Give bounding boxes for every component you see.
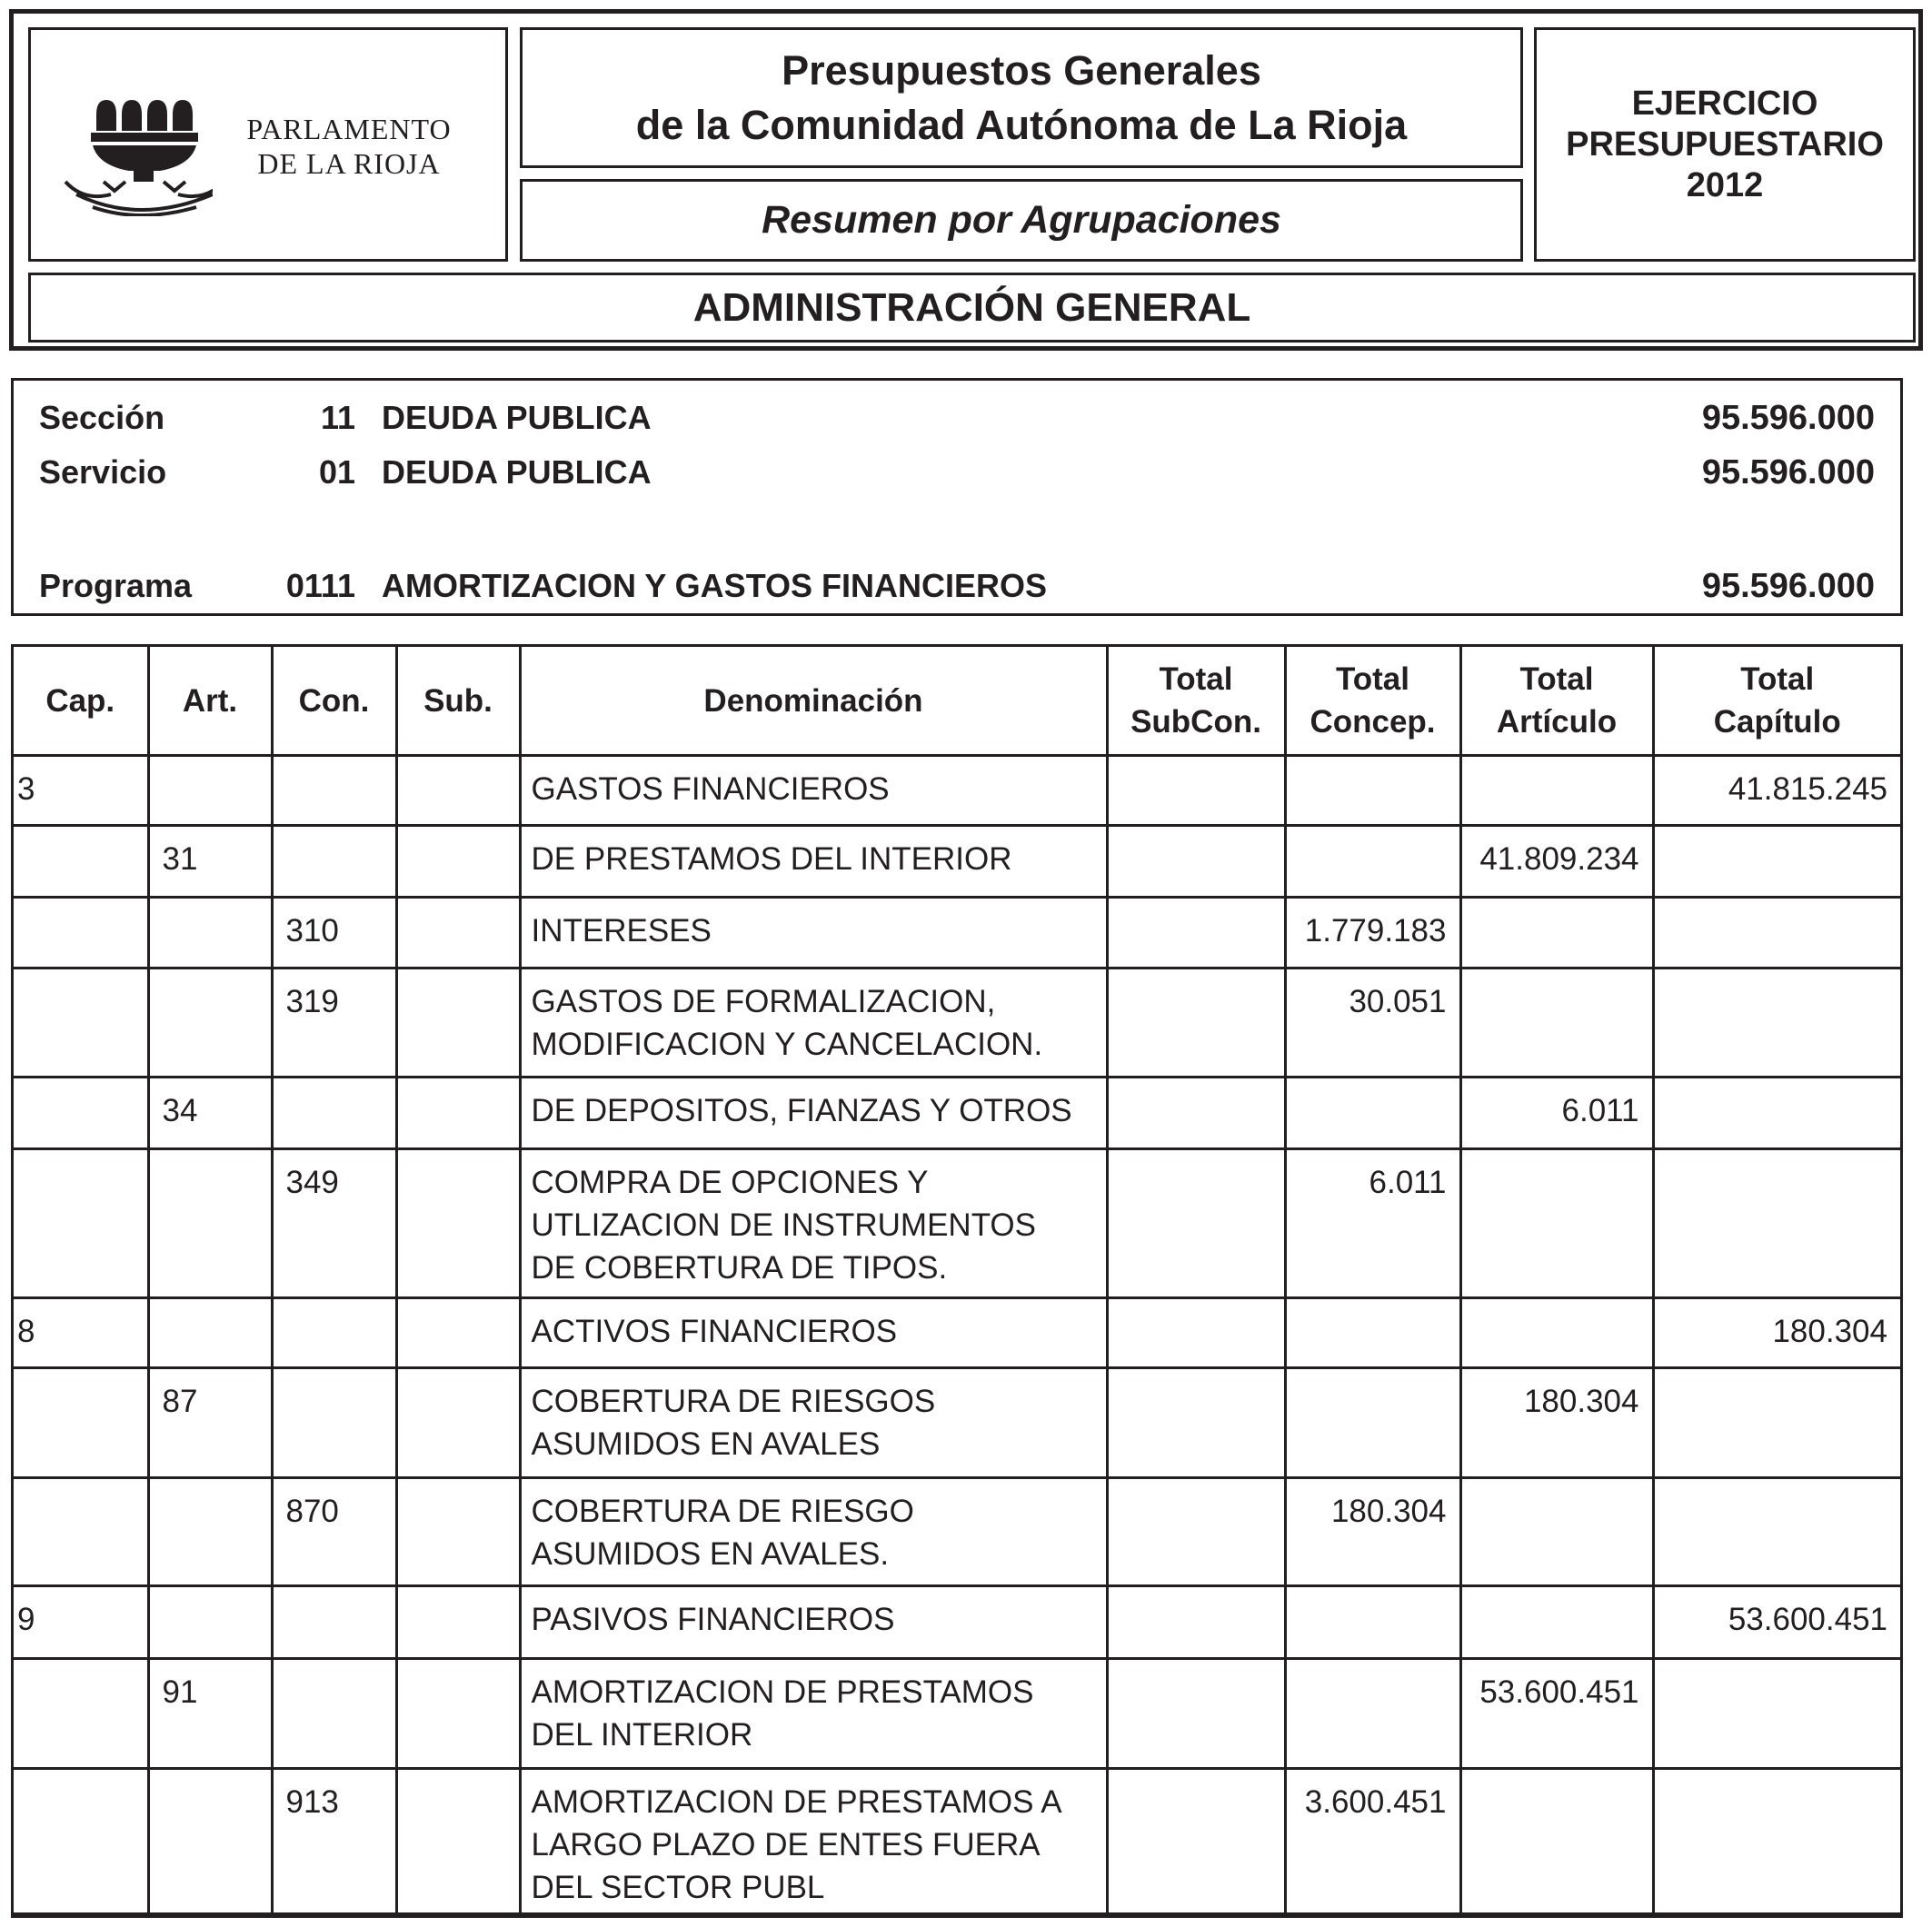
cell-total-concep: [1285, 1078, 1460, 1149]
cell-total-concep: 3.600.451: [1285, 1769, 1460, 1914]
cell-total-articulo: [1460, 1149, 1653, 1298]
cell-cap: [14, 1478, 148, 1586]
cell-cap: [14, 898, 148, 968]
section-info: [11, 378, 1903, 616]
cell-art: 31: [148, 826, 272, 898]
cell-cap: [14, 1368, 148, 1478]
cell-denominacion: AMORTIZACION DE PRESTAMOS DEL INTERIOR: [520, 1659, 1107, 1769]
cell-con: 870: [272, 1478, 396, 1586]
cell-total-articulo: 180.304: [1460, 1368, 1653, 1478]
cell-total-articulo: 6.011: [1460, 1078, 1653, 1149]
header-denominacion: Denominación: [520, 647, 1107, 756]
document-subtitle: Resumen por Agrupaciones: [520, 179, 1523, 262]
cell-cap: 3: [14, 756, 148, 826]
cell-denominacion: PASIVOS FINANCIEROS: [520, 1586, 1107, 1659]
document-header: [9, 9, 1923, 351]
cell-sub: [396, 756, 520, 826]
cell-total-articulo: [1460, 1478, 1653, 1586]
cell-denominacion: COBERTURA DE RIESGO ASUMIDOS EN AVALES.: [520, 1478, 1107, 1586]
header-total-subcon-line1: Total: [1159, 661, 1233, 697]
cell-cap: [14, 1769, 148, 1914]
cell-sub: [396, 826, 520, 898]
cell-art: [148, 1298, 272, 1368]
cell-cap: [14, 1078, 148, 1149]
cell-total-capitulo: 53.600.451: [1653, 1586, 1900, 1659]
cell-total-subcon: [1107, 1659, 1285, 1769]
cell-total-articulo: [1460, 1586, 1653, 1659]
cell-art: 34: [148, 1078, 272, 1149]
cell-con: [272, 1368, 396, 1478]
table-row: [14, 1368, 1900, 1478]
cell-sub: [396, 968, 520, 1078]
servicio-code: 01: [318, 453, 355, 491]
table-row: [14, 1769, 1900, 1914]
table-row: [14, 898, 1900, 968]
cell-denominacion: DE DEPOSITOS, FIANZAS Y OTROS: [520, 1078, 1107, 1149]
cell-denominacion: INTERESES: [520, 898, 1107, 968]
cell-con: [272, 756, 396, 826]
cell-sub: [396, 898, 520, 968]
cell-art: [148, 1149, 272, 1298]
document-title: [520, 27, 1523, 168]
cell-cap: [14, 968, 148, 1078]
cell-sub: [396, 1478, 520, 1586]
header-total-subcon-line2: SubCon.: [1130, 704, 1261, 740]
cell-art: [148, 1769, 272, 1914]
programa-row: [14, 567, 1900, 612]
cell-art: [148, 898, 272, 968]
cell-cap: [14, 1659, 148, 1769]
parliament-name-line2: DE LA RIOJA: [257, 147, 441, 180]
cell-con: [272, 1298, 396, 1368]
servicio-row: [14, 453, 1900, 499]
cell-total-concep: 6.011: [1285, 1149, 1460, 1298]
seccion-code: 11: [320, 399, 355, 436]
header-cap: Cap.: [14, 647, 148, 756]
cell-total-articulo: 53.600.451: [1460, 1659, 1653, 1769]
cell-cap: 8: [14, 1298, 148, 1368]
header-total-capitulo: [1653, 647, 1900, 756]
cell-total-capitulo: [1653, 1478, 1900, 1586]
servicio-label: Servicio: [39, 453, 167, 491]
cell-total-subcon: [1107, 898, 1285, 968]
cell-con: 913: [272, 1769, 396, 1914]
cell-sub: [396, 1298, 520, 1368]
cell-total-concep: [1285, 756, 1460, 826]
cell-total-subcon: [1107, 826, 1285, 898]
parliament-name-line1: PARLAMENTO: [246, 113, 452, 145]
cell-total-articulo: 41.809.234: [1460, 826, 1653, 898]
cell-denominacion: ACTIVOS FINANCIEROS: [520, 1298, 1107, 1368]
budget-table: [14, 647, 1900, 1915]
programa-amount: 95.596.000: [1701, 567, 1875, 605]
cell-total-capitulo: [1653, 898, 1900, 968]
cell-total-articulo: [1460, 1769, 1653, 1914]
year-line1: EJERCICIO: [1631, 84, 1818, 123]
year-line2: PRESUPUESTARIO: [1566, 124, 1884, 164]
cell-con: 349: [272, 1149, 396, 1298]
cell-total-subcon: [1107, 968, 1285, 1078]
cell-con: [272, 1659, 396, 1769]
seccion-name: DEUDA PUBLICA: [382, 399, 652, 436]
cell-denominacion: GASTOS FINANCIEROS: [520, 756, 1107, 826]
cell-total-concep: 1.779.183: [1285, 898, 1460, 968]
cell-art: [148, 1478, 272, 1586]
cell-total-subcon: [1107, 1478, 1285, 1586]
header-con: Con.: [272, 647, 396, 756]
table-row: [14, 1078, 1900, 1149]
cell-con: 310: [272, 898, 396, 968]
cell-total-capitulo: [1653, 1769, 1900, 1914]
cell-total-subcon: [1107, 756, 1285, 826]
cell-total-capitulo: 180.304: [1653, 1298, 1900, 1368]
header-total-subcon: [1107, 647, 1285, 756]
table-row: [14, 1298, 1900, 1368]
header-total-concep-line1: Total: [1335, 661, 1409, 697]
seccion-label: Sección: [39, 399, 165, 436]
cell-denominacion: COMPRA DE OPCIONES Y UTLIZACION DE INSTRUMENTOS DE COBERTURA DE TIPOS.: [520, 1149, 1107, 1298]
header-art: Art.: [148, 647, 272, 756]
parliament-logo-icon: [49, 80, 213, 216]
cell-cap: [14, 826, 148, 898]
programa-label: Programa: [39, 567, 193, 604]
table-row: [14, 826, 1900, 898]
cell-total-capitulo: [1653, 1659, 1900, 1769]
cell-total-concep: [1285, 1298, 1460, 1368]
table-row: [14, 968, 1900, 1078]
header-sub: Sub.: [396, 647, 520, 756]
parliament-name: [231, 112, 467, 181]
cell-sub: [396, 1586, 520, 1659]
cell-con: [272, 1078, 396, 1149]
cell-total-subcon: [1107, 1298, 1285, 1368]
cell-total-concep: [1285, 1368, 1460, 1478]
table-row: [14, 1659, 1900, 1769]
header-total-capitulo-line2: Capítulo: [1713, 704, 1841, 740]
cell-total-subcon: [1107, 1769, 1285, 1914]
table-row: [14, 1586, 1900, 1659]
seccion-amount: 95.596.000: [1701, 399, 1875, 437]
table-row: [14, 1478, 1900, 1586]
cell-sub: [396, 1659, 520, 1769]
servicio-name: DEUDA PUBLICA: [382, 453, 652, 491]
cell-total-capitulo: [1653, 826, 1900, 898]
fiscal-year: 2012: [1686, 165, 1764, 204]
cell-sub: [396, 1368, 520, 1478]
servicio-amount: 95.596.000: [1701, 453, 1875, 492]
cell-total-capitulo: [1653, 1368, 1900, 1478]
cell-total-articulo: [1460, 756, 1653, 826]
cell-sub: [396, 1769, 520, 1914]
cell-cap: 9: [14, 1586, 148, 1659]
programa-name: AMORTIZACION Y GASTOS FINANCIEROS: [382, 567, 1048, 604]
table-row: [14, 756, 1900, 826]
administration-title: ADMINISTRACIÓN GENERAL: [28, 273, 1916, 343]
programa-code: 0111: [285, 567, 355, 604]
cell-total-subcon: [1107, 1149, 1285, 1298]
header-total-articulo: [1460, 647, 1653, 756]
fiscal-year-panel: [1534, 27, 1916, 262]
header-total-articulo-line2: Artículo: [1496, 704, 1618, 740]
cell-total-articulo: [1460, 968, 1653, 1078]
cell-sub: [396, 1078, 520, 1149]
cell-total-subcon: [1107, 1368, 1285, 1478]
cell-total-articulo: [1460, 1298, 1653, 1368]
header-total-capitulo-line1: Total: [1740, 661, 1815, 697]
cell-total-concep: 30.051: [1285, 968, 1460, 1078]
title-line2: de la Comunidad Autónoma de La Rioja: [635, 101, 1408, 148]
budget-table-container: [11, 644, 1903, 1918]
header-total-articulo-line1: Total: [1519, 661, 1594, 697]
cell-total-concep: [1285, 826, 1460, 898]
header-total-concep-line2: Concep.: [1310, 704, 1436, 740]
cell-art: [148, 968, 272, 1078]
cell-con: [272, 826, 396, 898]
header-total-concep: [1285, 647, 1460, 756]
cell-total-concep: [1285, 1659, 1460, 1769]
cell-sub: [396, 1149, 520, 1298]
title-line1: Presupuestos Generales: [782, 46, 1261, 94]
cell-con: 319: [272, 968, 396, 1078]
cell-total-capitulo: [1653, 968, 1900, 1078]
table-header-row: [14, 647, 1900, 756]
cell-cap: [14, 1149, 148, 1298]
cell-denominacion: DE PRESTAMOS DEL INTERIOR: [520, 826, 1107, 898]
cell-art: 87: [148, 1368, 272, 1478]
cell-total-capitulo: [1653, 1149, 1900, 1298]
cell-total-concep: 180.304: [1285, 1478, 1460, 1586]
cell-denominacion: COBERTURA DE RIESGOS ASUMIDOS EN AVALES: [520, 1368, 1107, 1478]
logo-panel: [28, 27, 508, 262]
cell-con: [272, 1586, 396, 1659]
seccion-row: [14, 399, 1900, 444]
cell-art: [148, 756, 272, 826]
cell-total-capitulo: [1653, 1078, 1900, 1149]
cell-total-concep: [1285, 1586, 1460, 1659]
cell-total-capitulo: 41.815.245: [1653, 756, 1900, 826]
cell-total-subcon: [1107, 1078, 1285, 1149]
table-row: [14, 1149, 1900, 1298]
cell-total-subcon: [1107, 1586, 1285, 1659]
cell-art: [148, 1586, 272, 1659]
cell-denominacion: AMORTIZACION DE PRESTAMOS A LARGO PLAZO DE ENTES FUERA DEL SECTOR PUBL: [520, 1769, 1107, 1914]
cell-denominacion: GASTOS DE FORMALIZACION, MODIFICACION Y CANCELACION.: [520, 968, 1107, 1078]
cell-art: 91: [148, 1659, 272, 1769]
table-body: [14, 756, 1900, 1914]
cell-total-articulo: [1460, 898, 1653, 968]
